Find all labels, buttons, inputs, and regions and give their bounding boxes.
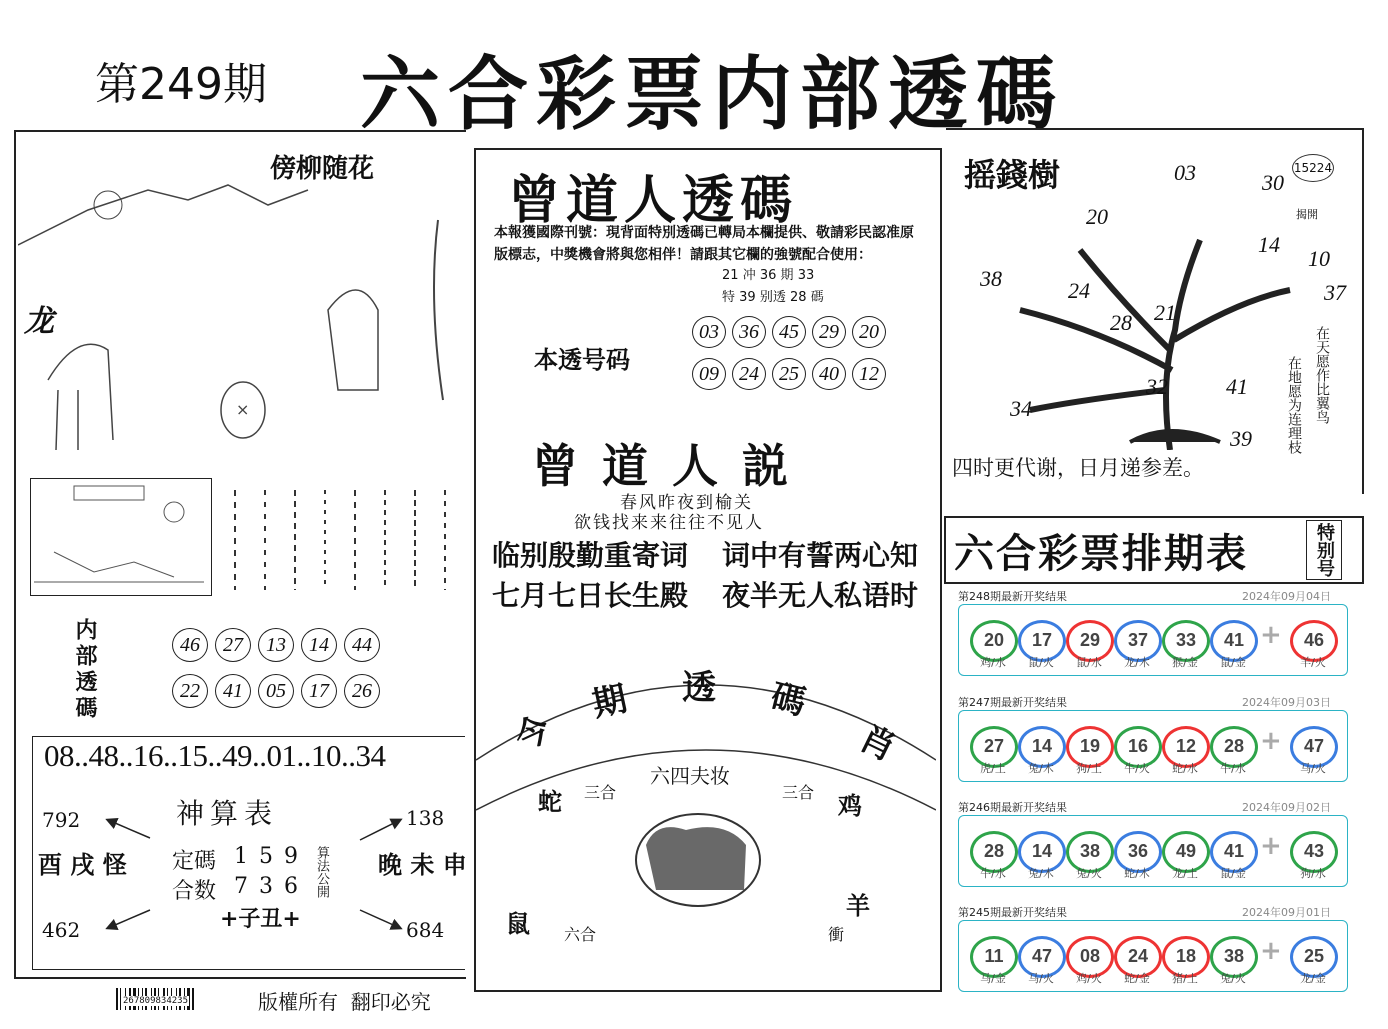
fixed-code-value: 1 5 9: [234, 844, 300, 869]
zodiac-element-label: 蛇/木: [1124, 867, 1150, 880]
result-ball: 36: [1114, 831, 1162, 873]
inner-code-ball: 22: [172, 674, 208, 708]
zodiac-element-label: 鼠/金: [1220, 656, 1246, 669]
poem-title: 傍柳随花: [270, 154, 375, 184]
inner-code-ball: 44: [344, 628, 380, 662]
middle-row-2: [692, 358, 886, 390]
result-ball: 27: [970, 726, 1018, 768]
inner-code-label: 内部透碼: [72, 618, 98, 722]
tree-number: 20: [1086, 204, 1108, 229]
result-ball: 16: [1114, 726, 1162, 768]
middle-ball: 12: [852, 358, 886, 390]
zodiac-line: +子丑+: [220, 906, 301, 932]
plus-icon: +: [1260, 831, 1282, 861]
tree-number: 10: [1308, 246, 1330, 271]
zodiac-snake: 蛇: [538, 787, 562, 816]
svg-text:×: ×: [236, 400, 250, 419]
animal-label-dragon: 龙: [24, 304, 54, 339]
arch-title-2: 期: [588, 678, 631, 726]
sum-value: 7 3 6: [234, 874, 300, 899]
verse-3: 七月七日长生殿: [492, 579, 689, 612]
zodiac-rat: 鼠: [506, 909, 530, 938]
right-top-number: 138: [406, 806, 445, 830]
middle-ball: 36: [732, 316, 766, 348]
plus-icon: +: [1260, 726, 1282, 756]
left-bottom-number: 462: [42, 918, 81, 942]
barcode-bar: [120, 988, 121, 1010]
draw-date: 2024年09月04日: [1242, 590, 1331, 603]
special-item: 33: [797, 268, 815, 283]
middle-ball: 09: [692, 358, 726, 390]
result-ball: 14: [1018, 831, 1066, 873]
zodiac-element-label: 狗/土: [1076, 762, 1102, 775]
zodiac-element-label: 猪/土: [1172, 972, 1198, 985]
result-ball: 33: [1162, 620, 1210, 662]
result-ball: 20: [970, 620, 1018, 662]
arch-title-5: 肖: [853, 718, 902, 770]
draw-label: 第247期最新开奖结果: [958, 696, 1067, 709]
draw-label: 第248期最新开奖结果: [958, 590, 1067, 603]
tree-number: 41: [1226, 374, 1248, 399]
zodiac-element-label: 牛/水: [1220, 762, 1246, 775]
side-verse-2: 在地愿为连理枝: [1286, 356, 1302, 454]
result-ball: 14: [1018, 726, 1066, 768]
zodiac-element-label: 鼠/金: [1220, 867, 1246, 880]
result-ball: 19: [1066, 726, 1114, 768]
schedule-title: 六合彩票排期表: [954, 530, 1248, 577]
middle-ball: 40: [812, 358, 846, 390]
special-item: 39: [739, 290, 756, 305]
special-item: 碼: [810, 290, 824, 305]
landscape-drawing: [18, 150, 458, 470]
inner-code-ball: 13: [258, 628, 294, 662]
special-item: 别透: [759, 290, 786, 305]
result-ball: 38: [1066, 831, 1114, 873]
sum-label: 合数: [172, 879, 217, 904]
middle-row-1: [692, 316, 886, 348]
middle-ball: 24: [732, 358, 766, 390]
result-ball: 37: [1114, 620, 1162, 662]
left-top-number: 792: [42, 808, 81, 832]
barcode-bar: [192, 988, 194, 1010]
plus-icon: +: [1260, 936, 1282, 966]
tree-number: 21: [1154, 300, 1176, 325]
zodiac-element-label: 鸡/火: [1076, 972, 1102, 985]
zodiac-element-label: 马/火: [1300, 762, 1326, 775]
tree-number: 32: [1146, 374, 1168, 399]
zodiac-element-label: 牛/水: [980, 867, 1006, 880]
arch-center-text: 六四夫妆: [650, 764, 730, 788]
copyright: 版權所有 翻印必究: [258, 990, 431, 1014]
verse-2: 词中有誓两心知: [722, 539, 919, 572]
fixed-code-label: 定碼: [172, 849, 217, 874]
zodiac-element-label: 牛/火: [1124, 762, 1150, 775]
result-ball: 47: [1018, 936, 1066, 978]
tree-number: 30: [1262, 170, 1284, 195]
inner-code-ball: 14: [301, 628, 337, 662]
tree-number: 03: [1174, 160, 1196, 185]
side-verse-1: 在天愿作比翼鸟: [1314, 326, 1330, 424]
inner-code-ball: 05: [258, 674, 294, 708]
stamp-sub: 揭開: [1296, 208, 1318, 221]
zodiac-element-label: 兔/火: [1076, 867, 1102, 880]
zodiac-element-label: 蛇/水: [1172, 762, 1198, 775]
result-ball: 17: [1018, 620, 1066, 662]
method-label: 算法公開: [314, 846, 329, 898]
sanhe-right: 三合: [782, 783, 815, 802]
plus-icon: +: [1260, 620, 1282, 650]
draw-date: 2024年09月03日: [1242, 696, 1331, 709]
zodiac-element-label: 羊/火: [1300, 656, 1326, 669]
left-zodiac-chars: 酉 戌 怪: [38, 850, 127, 879]
bottom-verse: 四时更代谢，日月递参差。: [952, 456, 1204, 480]
says-title: 曾道人説: [532, 439, 812, 493]
verse-1: 临别殷勤重寄词: [492, 539, 689, 572]
arch-title-3: 透: [682, 668, 716, 708]
draw-label: 第245期最新开奖结果: [958, 906, 1067, 919]
inner-code-row-2: [172, 674, 380, 708]
middle-ball: 45: [772, 316, 806, 348]
special-ball: 46: [1290, 620, 1338, 662]
inner-code-ball: 46: [172, 628, 208, 662]
notice-text: 本報獲國際刊號：現背面特別透碼已轉局本欄提供、敬請彩民認准原版標志，中獎機會將與您相伴！請跟其它欄的強號配合使用：: [494, 225, 914, 263]
draw-date: 2024年09月01日: [1242, 906, 1331, 919]
result-ball: 24: [1114, 936, 1162, 978]
inner-code-ball: 41: [215, 674, 251, 708]
zodiac-goat: 羊: [846, 891, 870, 920]
heng-label: 衝: [828, 925, 845, 944]
special-row: [722, 265, 932, 309]
zodiac-element-label: 鼠/火: [1028, 656, 1054, 669]
result-ball: 28: [1210, 726, 1258, 768]
special-item: 特: [722, 290, 736, 305]
middle-ball: 25: [772, 358, 806, 390]
poem-line-2: 欲钱找来来往往不见人: [574, 513, 764, 533]
calc-title: 神算表: [176, 797, 279, 830]
zodiac-element-label: 马/火: [1028, 972, 1054, 985]
middle-ball: 29: [812, 316, 846, 348]
zodiac-element-label: 蛇/金: [1124, 972, 1150, 985]
zodiac-element-label: 鸡/水: [980, 656, 1006, 669]
issue-number: 第249期: [95, 59, 267, 110]
special-tag: 特别号: [1306, 520, 1342, 580]
farmer-picture: [34, 482, 208, 592]
zodiac-element-label: 兔/木: [1028, 762, 1054, 775]
middle-ball: 20: [852, 316, 886, 348]
result-ball: 49: [1162, 831, 1210, 873]
zodiac-element-label: 鼠/水: [1076, 656, 1102, 669]
zodiac-element-label: 虎/土: [980, 762, 1006, 775]
verse-4: 夜半无人私语时: [722, 579, 919, 612]
special-item: 36: [759, 268, 777, 283]
special-ball: 47: [1290, 726, 1338, 768]
tree-title: 摇錢樹: [964, 156, 1061, 194]
zodiac-element-label: 龙/土: [1172, 867, 1198, 880]
draw-date: 2024年09月02日: [1242, 801, 1331, 814]
zodiac-element-label: 龙/金: [1300, 972, 1326, 985]
special-item: 28: [790, 290, 807, 305]
zodiac-element-label: 龙/木: [1124, 656, 1150, 669]
special-ball: 43: [1290, 831, 1338, 873]
liuhe-label: 六合: [564, 925, 597, 944]
result-ball: 11: [970, 936, 1018, 978]
middle-ball: 03: [692, 316, 726, 348]
zodiac-rooster: 鸡: [838, 791, 862, 820]
number-line: 08..48..16..15..49..01..10..34: [44, 738, 386, 773]
result-ball: 28: [970, 831, 1018, 873]
calligraphy-block: [225, 480, 461, 600]
result-ball: 38: [1210, 936, 1258, 978]
result-ball: 08: [1066, 936, 1114, 978]
poem-line-1: 春风昨夜到榆关: [620, 493, 753, 513]
this-code-label: 本透号码: [534, 345, 630, 374]
special-item: 冲: [742, 268, 756, 283]
barcode-bar: [116, 988, 118, 1010]
zodiac-element-label: 兔/木: [1028, 867, 1054, 880]
result-ball: 18: [1162, 936, 1210, 978]
tree-number: 37: [1324, 280, 1346, 305]
tree-number: 28: [1110, 310, 1132, 335]
arch-title-4: 碼: [766, 676, 810, 724]
zodiac-element-label: 狗/水: [1300, 867, 1326, 880]
tree-number: 14: [1258, 232, 1280, 257]
right-zodiac-chars: 晚 未 申: [378, 850, 467, 879]
sanhe-left: 三合: [584, 783, 617, 802]
zodiac-element-label: 兔/火: [1220, 972, 1246, 985]
inner-code-row-1: [172, 628, 380, 662]
result-ball: 41: [1210, 831, 1258, 873]
tree-number: 34: [1010, 396, 1032, 421]
page-title: 六合彩票内部透碼: [360, 47, 1064, 141]
result-ball: 29: [1066, 620, 1114, 662]
right-bottom-number: 684: [406, 918, 445, 942]
special-item: 期: [780, 268, 794, 283]
inner-code-ball: 17: [301, 674, 337, 708]
tree-number: 38: [980, 266, 1002, 291]
middle-title: 曾道人透碼: [508, 170, 799, 231]
zodiac-element-label: 猴/金: [1172, 656, 1198, 669]
draw-label: 第246期最新开奖结果: [958, 801, 1067, 814]
stamp: 15224: [1292, 154, 1334, 182]
result-ball: 12: [1162, 726, 1210, 768]
zodiac-element-label: 马/金: [980, 972, 1006, 985]
arch-title-1: 今: [508, 708, 557, 759]
inner-code-ball: 26: [344, 674, 380, 708]
result-ball: 41: [1210, 620, 1258, 662]
tree-number: 39: [1230, 426, 1252, 451]
inner-code-ball: 27: [215, 628, 251, 662]
special-ball: 25: [1290, 936, 1338, 978]
special-item: 21: [722, 268, 739, 283]
barcode-number: 267809834235: [123, 996, 189, 1006]
tree-number: 24: [1068, 278, 1090, 303]
